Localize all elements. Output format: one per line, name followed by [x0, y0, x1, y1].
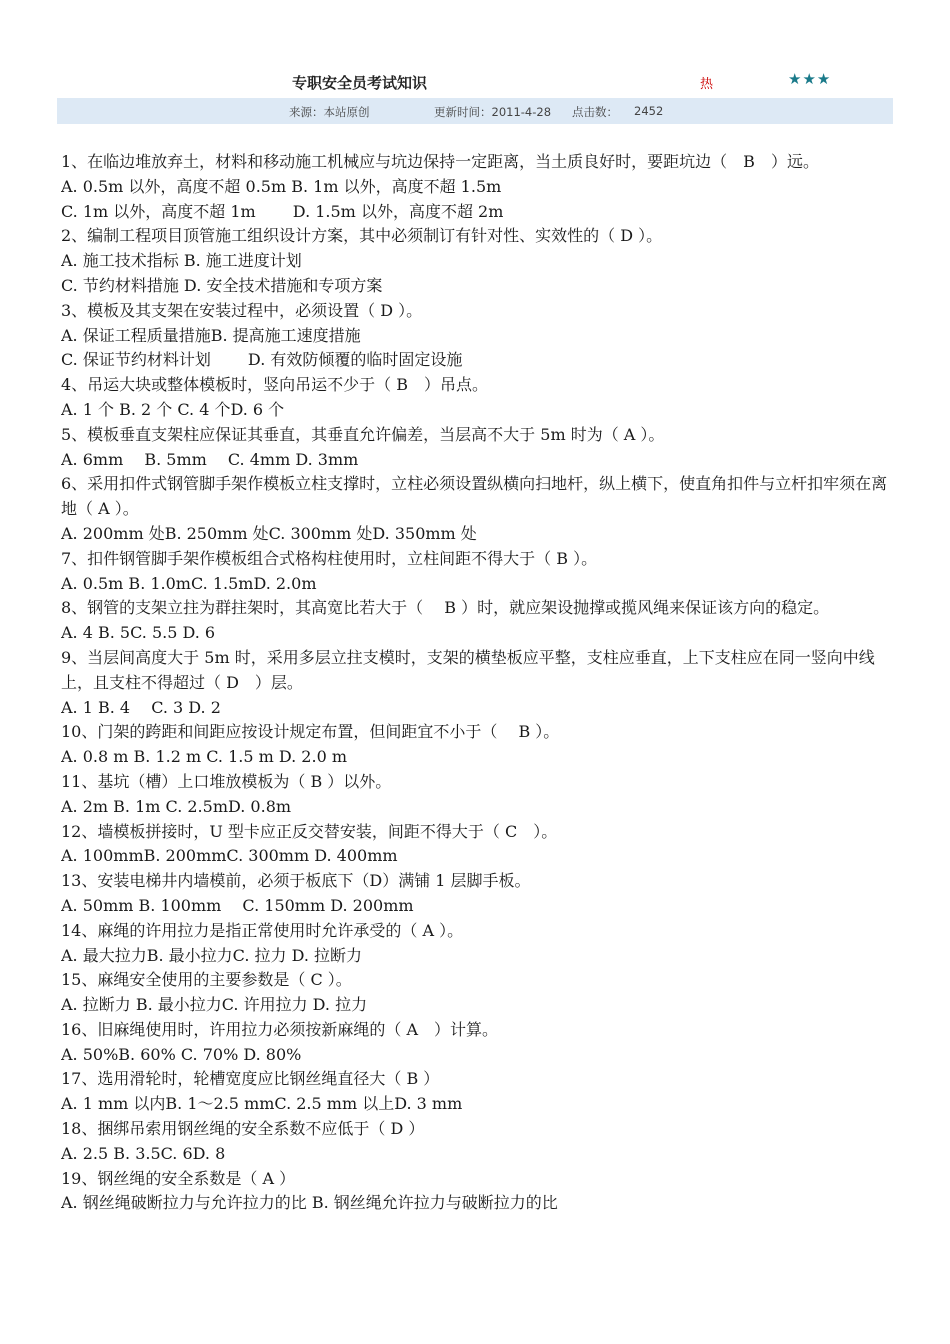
- option-line: A. 200mm 处B. 250mm 处C. 300mm 处D. 350mm 处: [61, 523, 477, 543]
- source-label: 来源：本站原创: [289, 105, 370, 119]
- question-line: 9、当层间高度大于 5m 时，采用多层立拄支模时，支架的横垫板应平整，支柱应垂直，上下支柱应在同一竖向中线上，且支柱不得超过（ D ）层。: [61, 647, 875, 692]
- question-line: 3、模板及其支架在安装过程中，必须设置（ D ）。: [61, 300, 423, 320]
- option-line: A. 1 B. 4 C. 3 D. 2: [61, 697, 221, 717]
- option-line: A. 50%B. 60% C. 70% D. 80%: [61, 1044, 302, 1064]
- click-count-label: 点击数：: [572, 105, 618, 119]
- article-meta-bar: [57, 98, 893, 124]
- option-line: A. 钢丝绳破断拉力与允许拉力的比 B. 钢丝绳允许拉力与破断拉力的比: [61, 1193, 558, 1213]
- question-line: 18、捆绑吊索用钢丝绳的安全系数不应低于（ D ）: [61, 1119, 425, 1139]
- question-line: 6、采用扣件式钢管脚手架作模板立柱支撑时，立柱必须设置纵横向扫地杆，纵上横下，使直角扣件与立杆扣牢须在离地（ A ）。: [61, 474, 888, 519]
- option-line: A. 100mmB. 200mmC. 300mm D. 400mm: [61, 846, 398, 866]
- option-line: A. 施工技术指标 B. 施工进度计划: [61, 251, 302, 271]
- click-count-value: 2452: [634, 104, 664, 118]
- option-line: A. 4 B. 5C. 5.5 D. 6: [61, 623, 216, 643]
- option-line: A. 0.5m B. 1.0mC. 1.5mD. 2.0m: [61, 573, 317, 593]
- option-line: C. 节约材料措施 D. 安全技术措施和专项方案: [61, 275, 383, 295]
- option-line: C. 保证节约材料计划 D. 有效防倾覆的临时固定设施: [61, 350, 463, 370]
- question-line: 12、墙模板拼接时，U 型卡应正反交替安装，间距不得大于（ C ）。: [61, 821, 558, 841]
- option-line: A. 拉断力 B. 最小拉力C. 许用拉力 D. 拉力: [61, 995, 368, 1015]
- option-line: A. 0.5m 以外，高度不超 0.5m B. 1m 以外，高度不超 1.5m: [61, 176, 502, 196]
- question-line: 17、选用滑轮时，轮槽宽度应比钢丝绳直径大（ B ）: [61, 1069, 440, 1089]
- question-line: 2、编制工程项目顶管施工组织设计方案，其中必须制订有针对性、实效性的（ D ）。: [61, 226, 663, 246]
- option-line: A. 1 mm 以内B. 1～2.5 mmC. 2.5 mm 以上D. 3 mm: [61, 1094, 463, 1114]
- question-line: 16、旧麻绳使用时，许用拉力必须按新麻绳的（ A ）计算。: [61, 1019, 499, 1039]
- question-line: 7、扣件钢管脚手架作模板组合式格构柱使用时，立柱间距不得大于（ B ）。: [61, 548, 598, 568]
- question-line: 13、安装电梯井内墙模前，必须于板底下（D）满铺 1 层脚手板。: [61, 871, 531, 891]
- question-line: 4、吊运大块或整体模板时，竖向吊运不少于（ B ）吊点。: [61, 375, 489, 395]
- question-line: 11、基坑（槽）上口堆放模板为（ B ）以外。: [61, 771, 392, 791]
- option-line: A. 1 个 B. 2 个 C. 4 个D. 6 个: [61, 399, 285, 419]
- article-header: [0, 68, 950, 98]
- question-line: 1、在临边堆放弃土，材料和移动施工机械应与坑边保持一定距离，当土质良好时，要距坑边（ B ）远。: [61, 152, 819, 171]
- question-line: 19、钢丝绳的安全系数是（ A ）: [61, 1168, 296, 1188]
- hot-badge: 热: [700, 77, 714, 92]
- question-line: 8、钢管的支架立拄为群拄架时，其高宽比若大于（ B ）时，就应架设抛撑或揽风绳来保证该方向的稳定。: [61, 598, 830, 618]
- option-line: A. 最大拉力B. 最小拉力C. 拉力 D. 拉断力: [61, 945, 363, 965]
- update-time: 更新时间：2011-4-28: [434, 105, 552, 119]
- option-line: A. 2.5 B. 3.5C. 6D. 8: [61, 1143, 226, 1163]
- option-line: A. 0.8 m B. 1.2 m C. 1.5 m D. 2.0 m: [61, 747, 347, 767]
- question-line: 15、麻绳安全使用的主要参数是（ C ）。: [61, 970, 352, 990]
- option-line: A. 保证工程质量措施B. 提高施工速度措施: [61, 325, 361, 345]
- option-line: A. 50mm B. 100mm C. 150mm D. 200mm: [61, 895, 414, 915]
- question-line: 5、模板垂直支架柱应保证其垂直，其垂直允许偏差，当层高不大于 5m 时为（ A ）。: [61, 424, 665, 444]
- question-line: 10、门架的跨距和间距应按设计规定布置，但间距宜不小于（ B ）。: [61, 722, 560, 742]
- page-title: 专职安全员考试知识: [292, 74, 428, 92]
- article-body: [61, 150, 891, 1216]
- option-line: A. 2m B. 1m C. 2.5mD. 0.8m: [61, 796, 292, 816]
- question-line: 14、麻绳的许用拉力是指正常使用时允许承受的（ A ）。: [61, 920, 464, 940]
- rating-stars: ★★★: [788, 70, 832, 88]
- option-line: C. 1m 以外，高度不超 1m D. 1.5m 以外，高度不超 2m: [61, 201, 504, 221]
- option-line: A. 6mm B. 5mm C. 4mm D. 3mm: [61, 449, 359, 469]
